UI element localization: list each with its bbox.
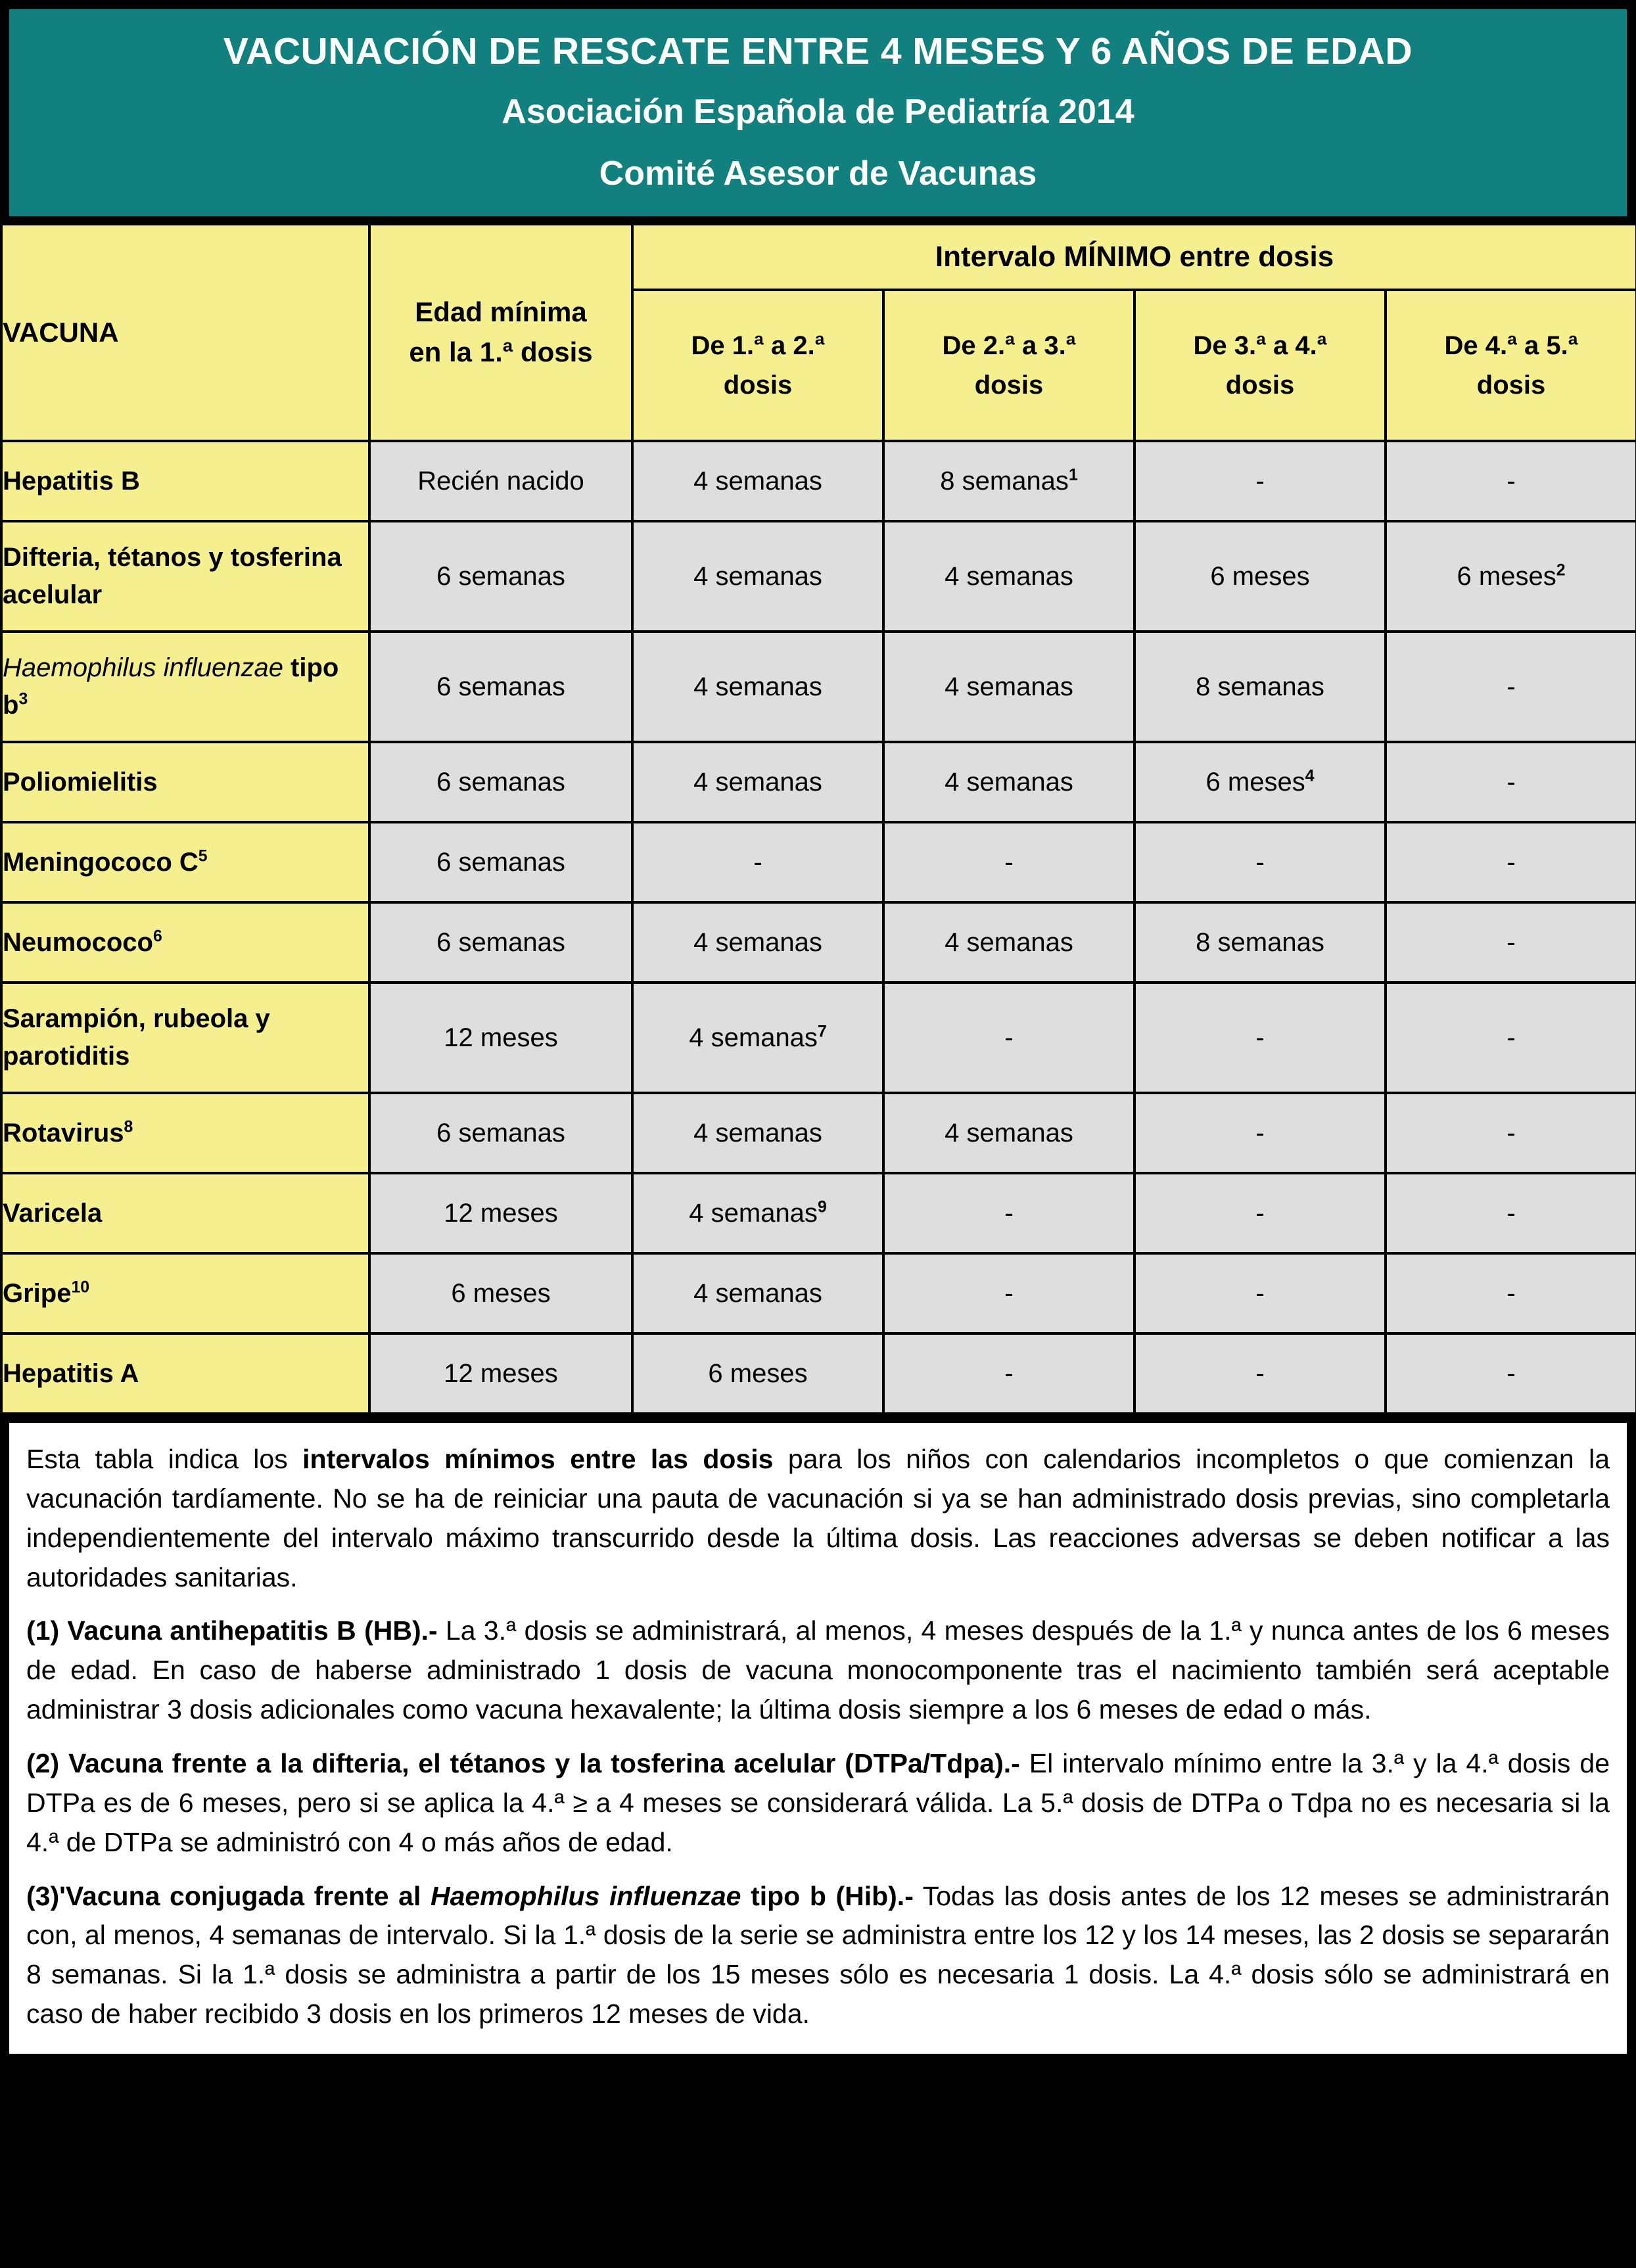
table-row — [1, 632, 1636, 742]
interval-4-5-value: - — [1386, 822, 1636, 902]
footnote-marker: 2 — [1556, 561, 1566, 580]
table-row — [1, 742, 1636, 822]
note-intro-a: Esta tabla indica los — [26, 1443, 303, 1474]
interval-3-4-value: - — [1134, 1093, 1386, 1173]
min-age-value: 6 semanas — [369, 632, 632, 742]
table-row — [1, 1093, 1636, 1173]
interval-4-5-value: - — [1386, 1253, 1636, 1333]
note-3-species: Haemophilus influenzae — [430, 1880, 741, 1911]
interval-2-3-value: - — [883, 983, 1134, 1093]
footnote-marker: 6 — [152, 927, 162, 946]
vaccine-name-cell — [1, 742, 369, 822]
table-row — [1, 902, 1636, 983]
committee-subtitle: Comité Asesor de Vacunas — [599, 154, 1037, 193]
interval-2-3-value: 4 semanas — [883, 1093, 1134, 1173]
interval-1-2-value: - — [632, 822, 883, 902]
type-label: tipo b — [3, 653, 339, 720]
title-banner — [0, 0, 1636, 223]
table-row — [1, 1253, 1636, 1333]
col-header-dose-1-to-2 — [632, 290, 883, 441]
interval-1-2-value: 4 semanas$^7$ — [632, 983, 883, 1093]
note-1-title: (1) Vacuna antihepatitis B (HB).- — [26, 1615, 438, 1646]
page-title: VACUNACIÓN DE RESCATE ENTRE 4 MESES Y 6 AÑOS DE EDAD — [223, 30, 1413, 72]
dose-2-3-line-2: dosis — [974, 370, 1044, 400]
vaccine-name-text: Difteria, tétanos y tosferina acelular — [3, 543, 342, 609]
interval-3-4-value: - — [1134, 441, 1386, 521]
organization-subtitle: Asociación Española de Pediatría 2014 — [502, 92, 1134, 131]
note-3-body: Todas las dosis antes de los 12 meses se administrarán con, al menos, 4 semanas de intervalo. Si la 1.ª dosis de la serie se administra entre los 12 y los 14 meses, las 2 dosis se separarán 8 semanas. Si la 1.ª dosis se administra a partir de los 15 meses sólo es necesaria 1 dosis. La 4.ª dosis sólo se administrará en caso de haber recibido 3 dosis en los primeros 12 meses de vida. — [26, 1880, 1610, 2029]
dose-3-4-line-2: dosis — [1225, 370, 1295, 400]
table-row — [1, 441, 1636, 521]
footnote-marker: 7 — [817, 1023, 827, 1041]
vaccine-name-text: Varicela — [3, 1198, 103, 1228]
vaccine-name-cell — [1, 902, 369, 983]
note-2-body: El intervalo mínimo entre la 3.ª y la 4.ª dosis de DTPa es de 6 meses, pero si se aplica la 4.ª ≥ a 4 meses se considerará válida. La 5.ª dosis de DTPa o Tdpa no es necesaria si la 4.ª de DTPa se administró con 4 o más años de edad. — [26, 1747, 1610, 1857]
vaccine-name-cell — [1, 983, 369, 1093]
dose-4-5-line-2: dosis — [1476, 370, 1546, 400]
note-2-title: (2) Vacuna frente a la difteria, el tétanos y la tosferina acelular (DTPa/Tdpa).- — [26, 1747, 1020, 1778]
interval-3-4-value: 6 meses$^4$ — [1134, 742, 1386, 822]
interval-1-2-value: 4 semanas — [632, 902, 883, 983]
vaccine-name-cell — [1, 632, 369, 742]
interval-4-5-value: - — [1386, 983, 1636, 1093]
dose-2-3-line-1: De 2.ª a 3.ª — [942, 331, 1076, 360]
note-2 — [26, 1744, 1610, 1863]
table-row — [1, 1173, 1636, 1253]
interval-4-5-value: - — [1386, 632, 1636, 742]
col-header-dose-3-to-4 — [1134, 290, 1386, 441]
note-3 — [26, 1877, 1610, 2034]
vaccine-name-cell — [1, 521, 369, 632]
footnote-marker: 1 — [1068, 466, 1078, 484]
min-age-value: 6 semanas — [369, 521, 632, 632]
vaccine-name-text: Rotavirus — [3, 1118, 124, 1147]
interval-4-5-value: - — [1386, 441, 1636, 521]
species-name: Haemophilus influenzae — [3, 653, 291, 683]
vaccine-name-cell — [1, 441, 369, 521]
vaccine-name-text: Hepatitis B — [3, 466, 140, 496]
vaccine-name-cell — [1, 1093, 369, 1173]
col-header-dose-2-to-3 — [883, 290, 1134, 441]
min-age-value: 6 semanas — [369, 742, 632, 822]
min-age-value: 6 semanas — [369, 1093, 632, 1173]
note-3-title — [26, 1881, 914, 1911]
interval-4-5-value: 6 meses$^2$ — [1386, 521, 1636, 632]
interval-4-5-value: - — [1386, 902, 1636, 983]
table-row — [1, 1333, 1636, 1414]
interval-4-5-value: - — [1386, 1173, 1636, 1253]
table-header-row-1 — [1, 224, 1636, 290]
interval-2-3-value: 4 semanas — [883, 902, 1134, 983]
interval-1-2-value: 6 meses — [632, 1333, 883, 1414]
interval-2-3-value: 4 semanas — [883, 521, 1134, 632]
min-age-value: 12 meses — [369, 1333, 632, 1414]
vaccine-name-cell — [1, 822, 369, 902]
dose-4-5-line-1: De 4.ª a 5.ª — [1444, 331, 1578, 360]
interval-1-2-value: 4 semanas — [632, 1093, 883, 1173]
table-row — [1, 983, 1636, 1093]
interval-3-4-value: 6 meses — [1134, 521, 1386, 632]
note-intro — [26, 1440, 1610, 1597]
col-header-min-interval-group: Intervalo MÍNIMO entre dosis — [632, 224, 1636, 290]
dose-1-2-line-2: dosis — [723, 370, 793, 400]
vaccine-name-text: Hepatitis A — [3, 1358, 139, 1388]
vaccination-interval-table — [0, 223, 1636, 1415]
min-age-value: Recién nacido — [369, 441, 632, 521]
col-header-dose-4-to-5 — [1386, 290, 1636, 441]
interval-3-4-value: - — [1134, 1333, 1386, 1414]
footnote-marker: 5 — [198, 847, 208, 866]
interval-2-3-value: 4 semanas — [883, 632, 1134, 742]
vaccine-name-text: Poliomielitis — [3, 767, 158, 797]
interval-3-4-value: - — [1134, 1173, 1386, 1253]
interval-3-4-value: 8 semanas — [1134, 632, 1386, 742]
interval-4-5-value: - — [1386, 1333, 1636, 1414]
interval-2-3-value: - — [883, 1333, 1134, 1414]
interval-3-4-value: - — [1134, 983, 1386, 1093]
interval-2-3-value: 8 semanas$^1$ — [883, 441, 1134, 521]
note-1-body: La 3.ª dosis se administrará, al menos, 4 meses después de la 1.ª y nunca antes de los 6 meses de edad. En caso de haberse administrado 1 dosis de vacuna monocomponente tras el nacimiento también será aceptable administrar 3 dosis adicionales como vacuna hexavalente; la última dosis siempre a los 6 meses de edad o más. — [26, 1615, 1610, 1725]
interval-3-4-value: - — [1134, 822, 1386, 902]
table-row — [1, 521, 1636, 632]
note-intro-b: para los niños con calendarios incompletos o que comienzan la vacunación tardíamente. No se ha de reiniciar una pauta de vacunación si ya se han administrado dosis previas, sino completarla independientemente del intervalo máximo transcurrido desde la última dosis. Las reacciones adversas se deben notificar a las autoridades sanitarias. — [26, 1443, 1610, 1592]
interval-1-2-value: 4 semanas — [632, 742, 883, 822]
interval-3-4-value: - — [1134, 1253, 1386, 1333]
min-age-value: 6 meses — [369, 1253, 632, 1333]
vaccine-name-text: Meningococo C — [3, 847, 199, 877]
interval-1-2-value: 4 semanas — [632, 521, 883, 632]
col-header-vaccine: VACUNA — [1, 224, 369, 441]
notes-block — [0, 1415, 1636, 2064]
note-3-title-a: (3)'Vacuna conjugada frente al — [26, 1880, 431, 1911]
interval-2-3-value: 4 semanas — [883, 742, 1134, 822]
min-age-value: 6 semanas — [369, 902, 632, 983]
col-header-min-age — [369, 224, 632, 441]
table-head — [1, 224, 1636, 441]
min-age-line-2: en la 1.ª dosis — [409, 336, 593, 367]
vaccine-name-cell — [1, 1333, 369, 1414]
vaccine-name-text: Gripe — [3, 1278, 72, 1308]
min-age-value: 12 meses — [369, 983, 632, 1093]
vaccine-name-cell — [1, 1173, 369, 1253]
interval-2-3-value: - — [883, 822, 1134, 902]
interval-4-5-value: - — [1386, 1093, 1636, 1173]
interval-2-3-value: - — [883, 1253, 1134, 1333]
table-row — [1, 822, 1636, 902]
footnote-marker: 3 — [18, 690, 28, 708]
dose-1-2-line-1: De 1.ª a 2.ª — [691, 331, 825, 360]
table-body — [1, 441, 1636, 1414]
min-age-value: 12 meses — [369, 1173, 632, 1253]
interval-1-2-value: 4 semanas — [632, 1253, 883, 1333]
note-intro-emphasis: intervalos mínimos entre las dosis — [302, 1443, 774, 1474]
min-age-line-1: Edad mínima — [415, 296, 587, 328]
note-1 — [26, 1611, 1610, 1730]
footnote-marker: 4 — [1305, 767, 1315, 785]
min-age-value: 6 semanas — [369, 822, 632, 902]
vaccine-name-text: Sarampión, rubeola y parotiditis — [3, 1004, 270, 1071]
interval-4-5-value: - — [1386, 742, 1636, 822]
footnote-marker: 8 — [124, 1118, 133, 1136]
footnote-marker: 10 — [71, 1278, 90, 1297]
interval-1-2-value: 4 semanas$^9$ — [632, 1173, 883, 1253]
interval-2-3-value: - — [883, 1173, 1134, 1253]
interval-1-2-value: 4 semanas — [632, 632, 883, 742]
vaccine-name-text: Neumococo — [3, 927, 153, 957]
interval-3-4-value: 8 semanas — [1134, 902, 1386, 983]
interval-1-2-value: 4 semanas — [632, 441, 883, 521]
dose-3-4-line-1: De 3.ª a 4.ª — [1193, 331, 1327, 360]
note-3-title-b: tipo b (Hib).- — [741, 1880, 914, 1911]
footnote-marker: 9 — [817, 1198, 827, 1216]
vaccine-name-cell — [1, 1253, 369, 1333]
